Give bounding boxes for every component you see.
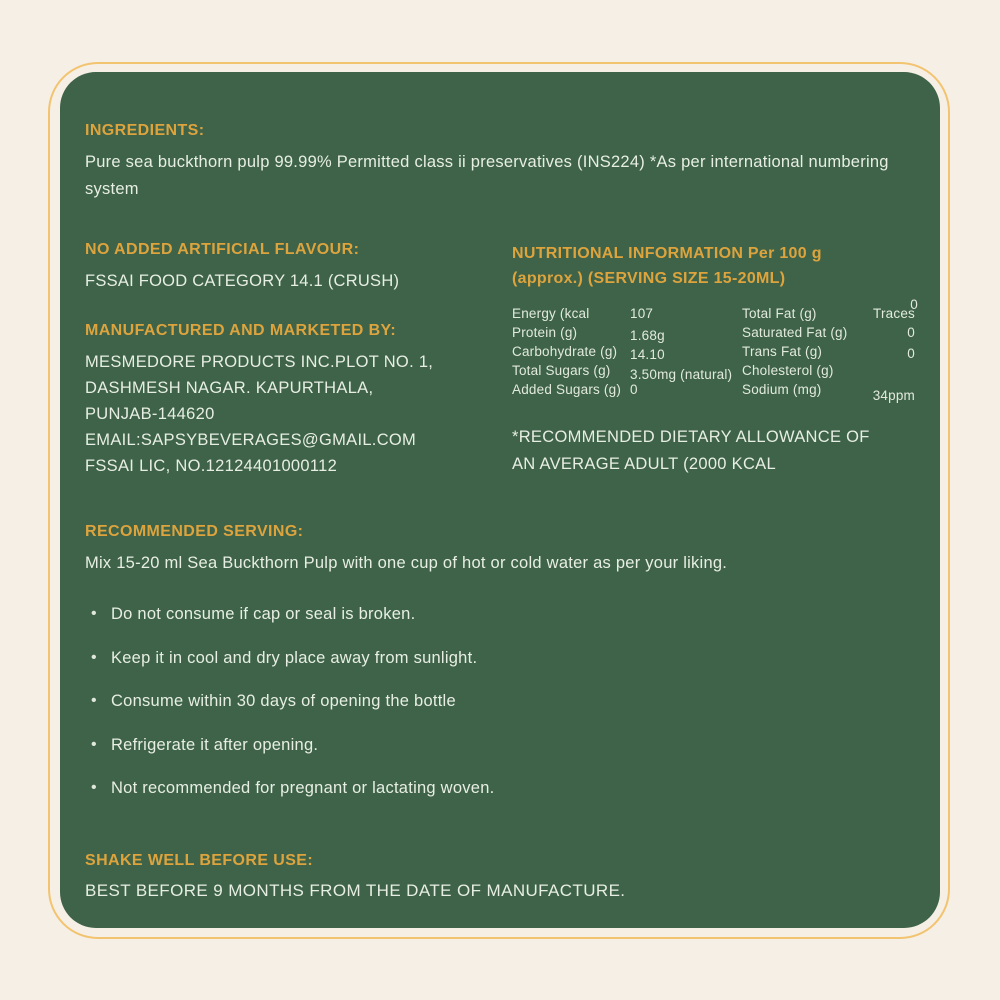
bullet-dot-icon: •: [91, 692, 97, 709]
flavour-body: FSSAI FOOD CATEGORY 14.1 (CRUSH): [85, 272, 400, 290]
serving-section: [85, 523, 915, 577]
bullet-dot-icon: •: [91, 605, 97, 622]
nutrition-row: [512, 323, 915, 342]
list-item-text: Refrigerate it after opening.: [111, 735, 319, 754]
nutrient-label: Total Fat (g): [742, 306, 817, 321]
nutrient-value: 3.50mg (natural): [630, 367, 733, 382]
serving-body: Mix 15-20 ml Sea Buckthorn Pulp with one cup of hot or cold water as per your liking.: [85, 554, 728, 572]
list-item: [91, 648, 915, 669]
overlapping-zero-value: 0: [910, 297, 918, 312]
footer-section: [85, 852, 915, 903]
bullet-dot-icon: •: [91, 648, 97, 666]
list-item: [91, 604, 915, 625]
nutrient-value: 14.10: [630, 347, 665, 362]
nutrient-label: Added Sugars (g): [512, 382, 622, 397]
list-item-text: Not recommended for pregnant or lactating woven.: [111, 779, 495, 797]
bullet-dot-icon: •: [91, 779, 97, 796]
nutrition-heading-line1: NUTRITIONAL INFORMATION Per 100 g: [512, 245, 822, 262]
manufacturer-line: DASHMESH NAGAR. KAPURTHALA,: [85, 379, 374, 397]
nutrient-label: Energy (kcal: [512, 306, 590, 321]
ingredients-heading: INGREDIENTS:: [85, 122, 205, 139]
nutrient-value: 34ppm: [872, 388, 915, 403]
manufacturer-section: [85, 322, 512, 479]
nutrition-row: [512, 342, 915, 361]
nutrient-label: Total Sugars (g): [512, 363, 611, 378]
ingredients-body: Pure sea buckthorn pulp 99.99% Permitted class ii preservatives (INS224) *As per international numbering system: [85, 153, 889, 198]
traces-value: Traces: [873, 306, 915, 321]
nutrition-table: [512, 297, 918, 403]
serving-heading: RECOMMENDED SERVING:: [85, 523, 304, 540]
rda-footnote-line2: AN AVERAGE ADULT (2000 KCAL: [512, 455, 776, 473]
shake-well-heading: SHAKE WELL BEFORE USE:: [85, 852, 314, 869]
nutrient-value: 107: [630, 306, 654, 321]
nutrient-label: Saturated Fat (g): [742, 325, 848, 340]
manufacturer-line: PUNJAB-144620: [85, 405, 215, 423]
best-before-text: BEST BEFORE 9 MONTHS FROM THE DATE OF MANUFACTURE.: [85, 881, 626, 900]
nutrient-label: Trans Fat (g): [742, 344, 823, 359]
usage-notes-list: [85, 604, 915, 799]
middle-columns: [85, 241, 918, 479]
nutrition-row: [512, 297, 918, 323]
list-item-text: Do not consume if cap or seal is broken.: [111, 605, 416, 623]
ingredients-section: [85, 122, 915, 203]
manufacturer-line: FSSAI LIC, NO.12124401000112: [85, 457, 338, 475]
manufacturer-line: EMAIL:SAPSYBEVERAGES@GMAIL.COM: [85, 431, 417, 449]
nutrient-value: 0: [907, 325, 915, 340]
nutrient-value: 1.68g: [630, 328, 665, 343]
nutrient-label: Carbohydrate (g): [512, 344, 618, 359]
rda-footnote: [512, 424, 915, 478]
nutrient-value: 0: [907, 346, 915, 361]
nutrition-heading: [512, 241, 915, 291]
nutrition-column: [512, 241, 918, 479]
manufacturer-line: MESMEDORE PRODUCTS INC.PLOT NO. 1,: [85, 353, 434, 371]
flavour-section: [85, 241, 512, 295]
label-card: [60, 72, 940, 928]
nutrient-value: [860, 297, 918, 323]
list-item-text: Consume within 30 days of opening the bottle: [111, 692, 456, 710]
manufacturer-heading: MANUFACTURED AND MARKETED BY:: [85, 322, 397, 339]
list-item: [91, 735, 915, 756]
list-item: [91, 691, 915, 712]
left-column: [85, 241, 512, 479]
rda-footnote-line1: *RECOMMENDED DIETARY ALLOWANCE OF: [512, 428, 870, 446]
flavour-heading: NO ADDED ARTIFICIAL FLAVOUR:: [85, 241, 360, 258]
nutrient-label: Protein (g): [512, 325, 578, 340]
list-item: [91, 778, 915, 799]
bullet-dot-icon: •: [91, 735, 97, 753]
nutrient-label: Cholesterol (g): [742, 363, 834, 378]
nutrition-heading-line2: (approx.) (SERVING SIZE 15-20ML): [512, 270, 786, 287]
list-item-text: Keep it in cool and dry place away from sunlight.: [111, 648, 478, 667]
nutrient-label: Sodium (mg): [742, 382, 822, 397]
nutrient-value: 0: [630, 382, 638, 397]
